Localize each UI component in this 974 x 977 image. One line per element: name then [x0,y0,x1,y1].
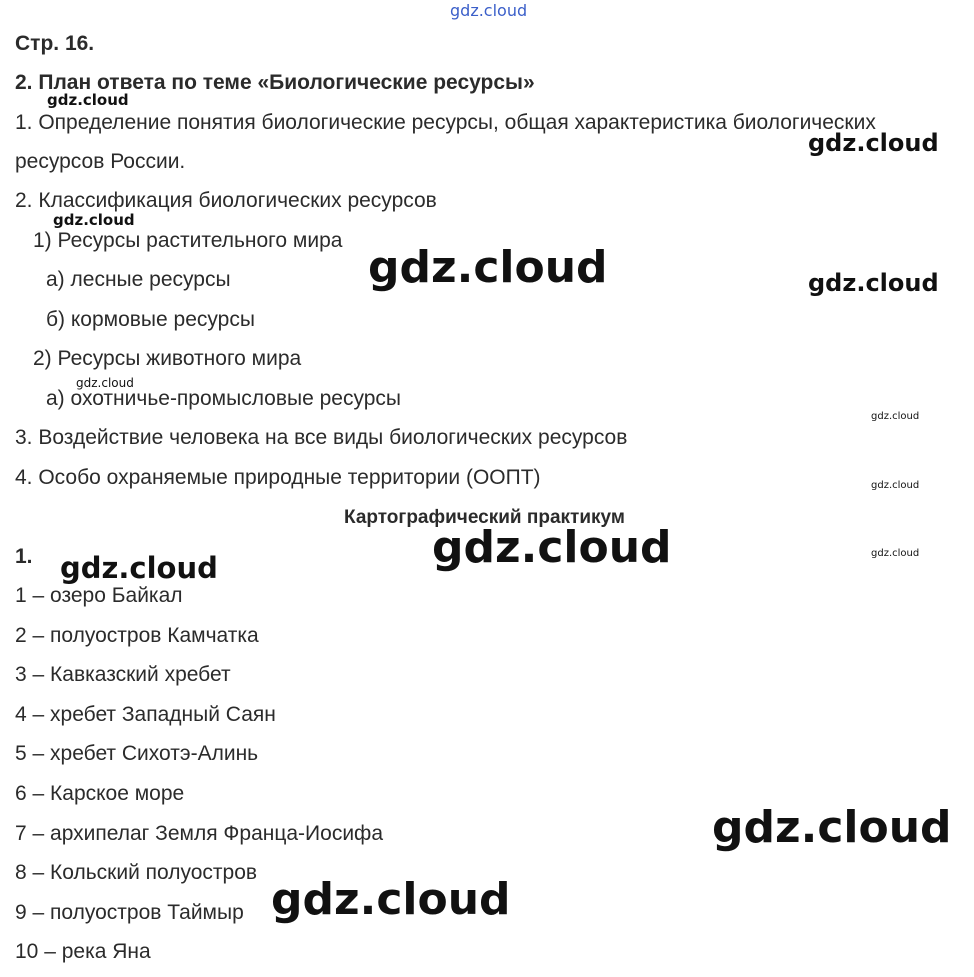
watermark: gdz.cloud [871,411,920,422]
plan-item-2-sub-1: 1) Ресурсы растительного мира [33,229,343,252]
watermark: gdz.cloud [76,376,134,390]
plan-title: 2. План ответа по теме «Биологические ресурсы» [15,71,535,94]
watermark: gdz.cloud [432,522,672,573]
practicum-item: 10 – река Яна [15,940,151,963]
plan-item-2-sub-1-a: а) лесные ресурсы [46,268,231,291]
plan-item-3: 3. Воздействие человека на все виды биологических ресурсов [15,426,628,449]
plan-item-1-line-2: ресурсов России. [15,150,186,173]
page-reference: Стр. 16. [15,32,95,55]
watermark: gdz.cloud [808,129,939,157]
practicum-item: 2 – полуостров Камчатка [15,624,259,647]
practicum-task-number: 1. [15,545,33,568]
practicum-title: Картографический практикум [344,507,625,528]
practicum-item: 3 – Кавказский хребет [15,663,231,686]
watermark: gdz.cloud [871,480,920,491]
watermark: gdz.cloud [712,802,952,853]
practicum-item: 7 – архипелаг Земля Франца-Иосифа [15,822,384,845]
practicum-item: 8 – Кольский полуостров [15,861,258,884]
plan-item-4: 4. Особо охраняемые природные территории (ООПТ) [15,466,541,489]
plan-item-1-line-1: 1. Определение понятия биологические ресурсы, общая характеристика биологических [15,111,876,134]
plan-item-2-sub-1-b: б) кормовые ресурсы [46,308,255,331]
practicum-item: 5 – хребет Сихотэ-Алинь [15,742,259,765]
watermark: gdz.cloud [53,211,135,229]
practicum-item: 6 – Карское море [15,782,185,805]
watermark: gdz.cloud [47,91,129,109]
practicum-item: 1 – озеро Байкал [15,584,183,607]
plan-item-2-sub-2: 2) Ресурсы животного мира [33,347,302,370]
watermark: gdz.cloud [271,874,511,925]
watermark-top: gdz.cloud [450,1,528,20]
watermark: gdz.cloud [368,242,608,293]
practicum-item: 4 – хребет Западный Саян [15,703,276,726]
watermark: gdz.cloud [871,548,920,559]
plan-item-2: 2. Классификация биологических ресурсов [15,189,437,212]
watermark: gdz.cloud [808,269,939,297]
watermark: gdz.cloud [60,551,218,585]
plan-item-2-sub-2-a: а) охотничье-промысловые ресурсы [46,387,402,410]
practicum-item: 9 – полуостров Таймыр [15,901,244,924]
